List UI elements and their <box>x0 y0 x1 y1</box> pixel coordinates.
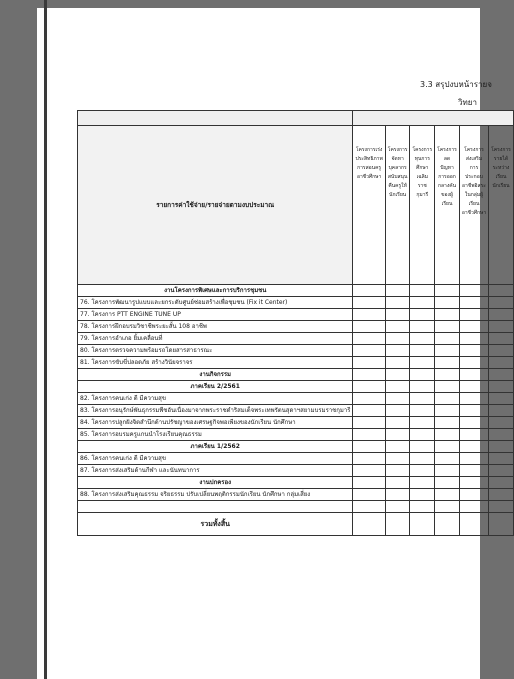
amount-cell <box>435 405 460 417</box>
amount-cell <box>385 453 410 465</box>
amount-cell <box>435 333 460 345</box>
amount-cell <box>410 297 435 309</box>
amount-cell <box>459 321 488 333</box>
amount-cell <box>410 453 435 465</box>
section-label: งานปกครอง <box>78 477 353 489</box>
row-label: 80. โครงการตรวจความพร้อมรถโดยสารสาธารณะ <box>78 345 353 357</box>
row-header-label: รายการค่าใช้จ่าย/รายจ่ายตามงบประมาณ <box>78 126 353 285</box>
project-column-header: โครงการรายได้ระหว่างเรียนนักเรียน <box>489 126 514 285</box>
row-label: 84. โครงการปลูกฝังจิตสำนึกด้านปรัชญาของเศรษฐกิจพอเพียงของนักเรียน นักศึกษา <box>78 417 353 429</box>
amount-cell <box>459 357 488 369</box>
table-row <box>78 321 514 333</box>
section-row <box>78 285 514 297</box>
amount-cell <box>459 501 488 513</box>
amount-cell <box>435 453 460 465</box>
amount-cell <box>353 369 385 381</box>
project-column-header: โครงการลดปัญหาการออกกลางคันของผู้เรียน <box>435 126 460 285</box>
amount-cell <box>353 309 385 321</box>
amount-cell <box>489 477 514 489</box>
table-row <box>78 297 514 309</box>
table-row <box>78 309 514 321</box>
amount-cell <box>353 357 385 369</box>
amount-cell <box>385 405 410 417</box>
total-amount-cell <box>410 513 435 536</box>
amount-cell <box>385 417 410 429</box>
amount-cell <box>489 345 514 357</box>
amount-cell <box>435 345 460 357</box>
amount-cell <box>459 309 488 321</box>
total-amount-cell <box>385 513 410 536</box>
amount-cell <box>410 309 435 321</box>
amount-cell <box>435 489 460 501</box>
total-label: รวมทั้งสิ้น <box>78 513 353 536</box>
amount-cell <box>385 381 410 393</box>
amount-cell <box>353 345 385 357</box>
amount-cell <box>410 321 435 333</box>
section-heading: 3.3 สรุปงบหน้ารายจ <box>420 80 492 89</box>
amount-cell <box>459 417 488 429</box>
section-row <box>78 369 514 381</box>
table-header-band <box>78 111 514 126</box>
amount-cell <box>353 441 385 453</box>
amount-cell <box>385 333 410 345</box>
amount-cell <box>489 501 514 513</box>
amount-cell <box>410 285 435 297</box>
row-label: 86. โครงการคนเก่ง ดี มีความสุข <box>78 453 353 465</box>
amount-cell <box>489 453 514 465</box>
amount-cell <box>410 489 435 501</box>
page-edge-shadow <box>44 0 47 679</box>
amount-cell <box>410 333 435 345</box>
amount-cell <box>459 441 488 453</box>
amount-cell <box>410 345 435 357</box>
row-label: 76. โครงการพัฒนารูปแบบและยกระดับศูนย์ซ่อมสร้างเพื่อชุมชน (Fix it Center) <box>78 297 353 309</box>
amount-cell <box>385 309 410 321</box>
amount-cell <box>385 393 410 405</box>
amount-cell <box>353 501 385 513</box>
table-row <box>78 429 514 441</box>
amount-cell <box>410 393 435 405</box>
total-amount-cell <box>353 513 385 536</box>
amount-cell <box>410 501 435 513</box>
table-row <box>78 465 514 477</box>
amount-cell <box>353 285 385 297</box>
amount-cell <box>353 453 385 465</box>
amount-cell <box>459 345 488 357</box>
amount-cell <box>410 441 435 453</box>
row-label: 88. โครงการส่งเสริมคุณธรรม จริยธรรม ปรับเปลี่ยนพฤติกรรมนักเรียน นักศึกษา กลุ่มเสี่ยง <box>78 489 353 501</box>
table-row <box>78 357 514 369</box>
amount-cell <box>435 465 460 477</box>
amount-cell <box>385 297 410 309</box>
table-row <box>78 345 514 357</box>
amount-cell <box>459 465 488 477</box>
amount-cell <box>489 357 514 369</box>
row-label: 85. โครงการอบรมครูแกนนำโรงเรียนคุณธรรม <box>78 429 353 441</box>
amount-cell <box>385 429 410 441</box>
amount-cell <box>385 369 410 381</box>
table-row <box>78 333 514 345</box>
section-row <box>78 477 514 489</box>
amount-cell <box>435 297 460 309</box>
amount-cell <box>489 393 514 405</box>
amount-cell <box>435 285 460 297</box>
project-column-header: โครงการจัดหาบุคลากรสนับสนุนคืนครูให้นักเรียน <box>385 126 410 285</box>
amount-cell <box>459 429 488 441</box>
amount-cell <box>489 441 514 453</box>
amount-cell <box>410 405 435 417</box>
amount-cell <box>489 429 514 441</box>
amount-cell <box>435 381 460 393</box>
amount-cell <box>459 333 488 345</box>
amount-cell <box>489 381 514 393</box>
amount-cell <box>385 441 410 453</box>
amount-cell <box>435 321 460 333</box>
amount-cell <box>353 429 385 441</box>
amount-cell <box>353 321 385 333</box>
row-label: 81. โครงการขับขี่ปลอดภัย สร้างวินัยจราจร <box>78 357 353 369</box>
amount-cell <box>459 393 488 405</box>
amount-cell <box>385 285 410 297</box>
amount-cell <box>489 297 514 309</box>
amount-cell <box>385 321 410 333</box>
amount-cell <box>353 465 385 477</box>
total-amount-cell <box>459 513 488 536</box>
project-column-header: โครงการทุนการศึกษาเฉลิมราชกุมารี <box>410 126 435 285</box>
amount-cell <box>353 381 385 393</box>
amount-cell <box>459 297 488 309</box>
amount-cell <box>410 429 435 441</box>
amount-cell <box>489 321 514 333</box>
amount-cell <box>459 477 488 489</box>
total-amount-cell <box>489 513 514 536</box>
project-column-header: โครงการส่งเสริมการประกอบอาชีพอิสระในกลุ่มผู้เรียนอาชีวศึกษา <box>459 126 488 285</box>
amount-cell <box>435 501 460 513</box>
total-amount-cell <box>435 513 460 536</box>
amount-cell <box>385 465 410 477</box>
row-label: 82. โครงการคนเก่ง ดี มีความสุข <box>78 393 353 405</box>
amount-cell <box>410 381 435 393</box>
table-row <box>78 501 514 513</box>
total-row <box>78 513 514 536</box>
amount-cell <box>410 369 435 381</box>
section-label: งานกิจกรรม <box>78 369 353 381</box>
table-row <box>78 417 514 429</box>
amount-cell <box>410 465 435 477</box>
section-subheading: วิทยา <box>458 98 477 107</box>
amount-cell <box>353 333 385 345</box>
amount-cell <box>385 357 410 369</box>
amount-cell <box>353 489 385 501</box>
row-label: 79. โครงการอำเภอ ยิ้มเคลื่อนที่ <box>78 333 353 345</box>
amount-cell <box>489 285 514 297</box>
amount-cell <box>459 369 488 381</box>
amount-cell <box>385 501 410 513</box>
amount-cell <box>489 369 514 381</box>
amount-cell <box>489 405 514 417</box>
amount-cell <box>353 477 385 489</box>
table-row <box>78 453 514 465</box>
amount-cell <box>489 309 514 321</box>
amount-cell <box>459 381 488 393</box>
amount-cell <box>489 489 514 501</box>
amount-cell <box>459 453 488 465</box>
amount-cell <box>410 477 435 489</box>
section-label: งานโครงการพิเศษและการบริการชุมชน <box>78 285 353 297</box>
row-label: 77. โครงการ PTT ENGINE TUNE UP <box>78 309 353 321</box>
amount-cell <box>489 417 514 429</box>
budget-summary-table <box>77 110 514 536</box>
table-header-row <box>78 126 514 285</box>
section-row <box>78 381 514 393</box>
amount-cell <box>489 465 514 477</box>
amount-cell <box>489 333 514 345</box>
amount-cell <box>353 405 385 417</box>
amount-cell <box>353 417 385 429</box>
row-label <box>78 501 353 513</box>
amount-cell <box>435 417 460 429</box>
amount-cell <box>435 309 460 321</box>
amount-cell <box>353 297 385 309</box>
amount-cell <box>385 345 410 357</box>
amount-cell <box>410 357 435 369</box>
amount-cell <box>459 489 488 501</box>
amount-cell <box>435 393 460 405</box>
amount-cell <box>435 441 460 453</box>
section-label: ภาคเรียน 2/2561 <box>78 381 353 393</box>
row-label: 78. โครงการฝึกอบรมวิชาชีพระยะสั้น 108 อาชีพ <box>78 321 353 333</box>
table-row <box>78 405 514 417</box>
amount-cell <box>385 489 410 501</box>
project-column-header: โครงการเร่งประสิทธิภาพการสอนครูอาชีวศึกษา <box>353 126 385 285</box>
amount-cell <box>435 477 460 489</box>
amount-cell <box>410 417 435 429</box>
amount-cell <box>459 285 488 297</box>
table-row <box>78 393 514 405</box>
amount-cell <box>385 477 410 489</box>
amount-cell <box>435 429 460 441</box>
amount-cell <box>435 369 460 381</box>
amount-cell <box>459 405 488 417</box>
section-label: ภาคเรียน 1/2562 <box>78 441 353 453</box>
amount-cell <box>353 393 385 405</box>
section-row <box>78 441 514 453</box>
row-label: 87. โครงการส่งเสริมด้านกีฬา และนันทนาการ <box>78 465 353 477</box>
table-row <box>78 489 514 501</box>
amount-cell <box>435 357 460 369</box>
row-label: 83. โครงการอนุรักษ์พันธุกรรมพืชอันเนื่องมาจากพระราชดำริสมเด็จพระเทพรัตนสุดาฯสยามบรมราชกุมารี <box>78 405 353 417</box>
